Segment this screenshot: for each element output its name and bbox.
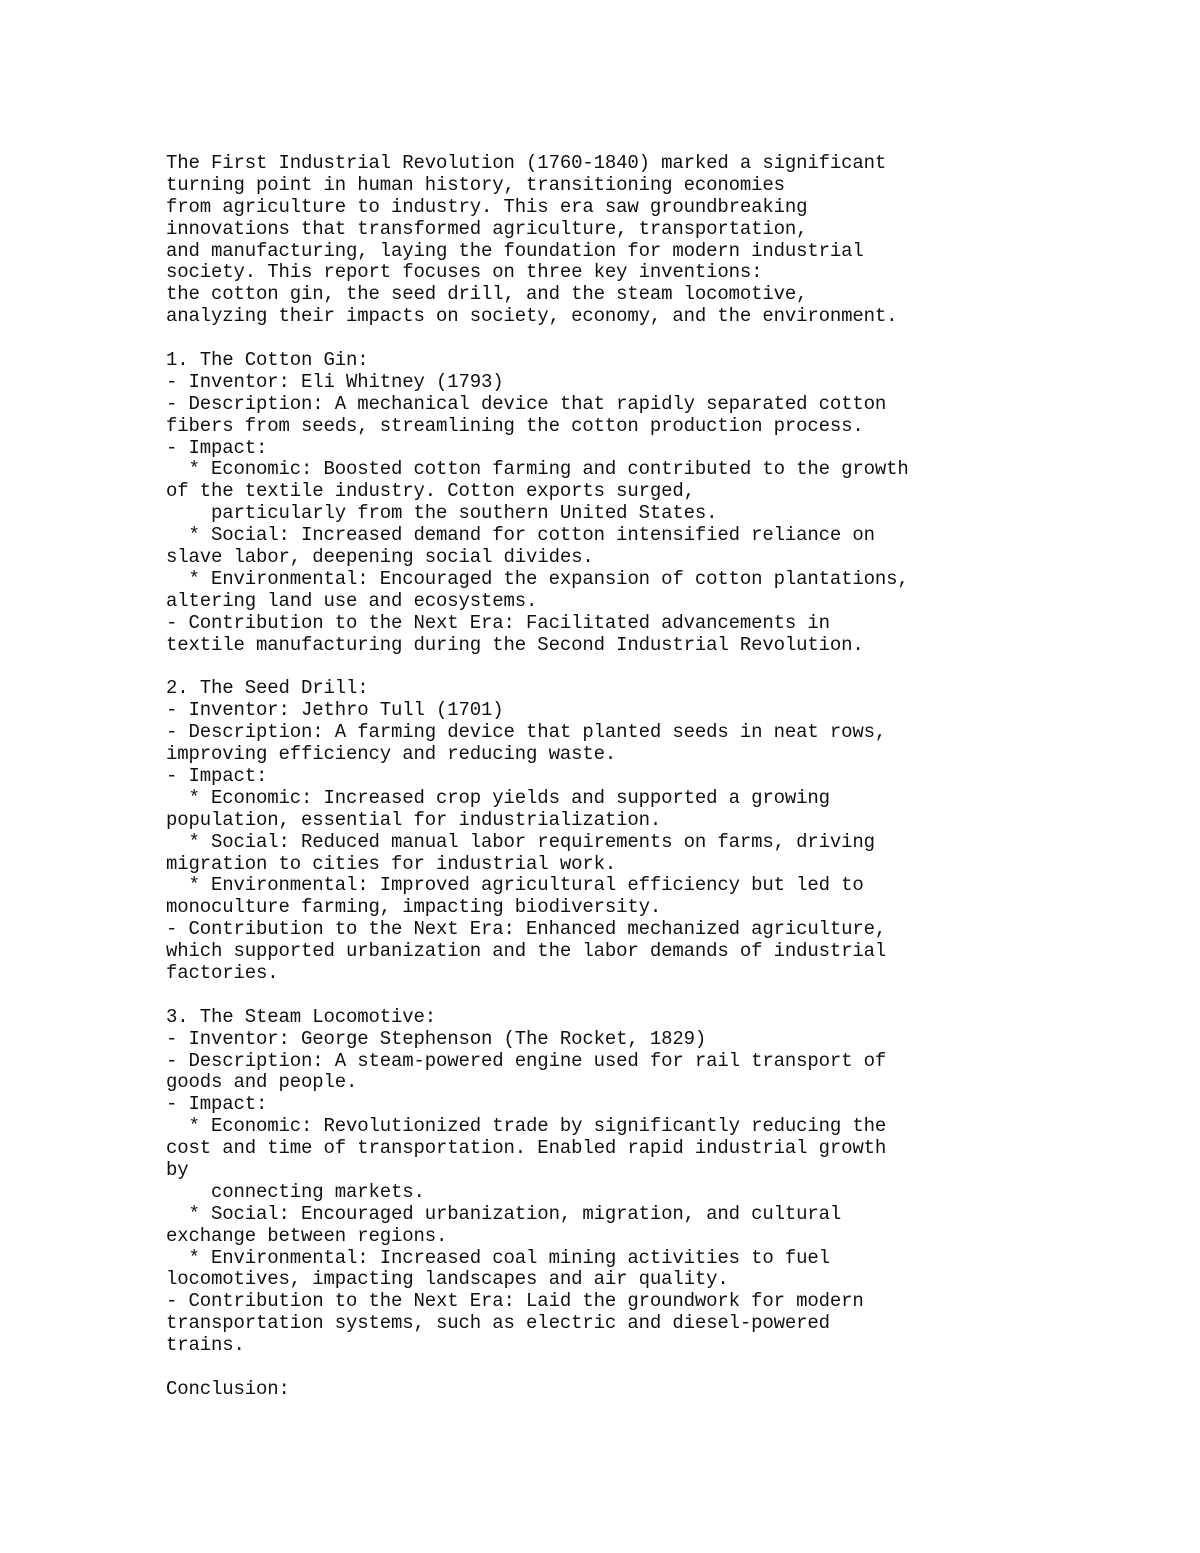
- seed-drill-line: migration to cities for industrial work.: [166, 852, 617, 875]
- intro-line: turning point in human history, transitioning economies: [166, 173, 785, 196]
- blank-line: [166, 656, 1166, 678]
- steam-locomotive-line: connecting markets.: [166, 1180, 425, 1203]
- seed-drill-line: - Impact:: [166, 764, 268, 787]
- steam-locomotive-line: * Environmental: Increased coal mining activities to fuel: [166, 1246, 830, 1269]
- steam-locomotive-line: goods and people.: [166, 1071, 358, 1094]
- blank-line: [166, 328, 1166, 350]
- section-heading-steam-locomotive: 3. The Steam Locomotive:: [166, 1005, 437, 1028]
- seed-drill-line: * Environmental: Improved agricultural efficiency but led to: [166, 874, 864, 897]
- steam-locomotive-line: transportation systems, such as electric and diesel-powered: [166, 1312, 830, 1335]
- section-heading-seed-drill: 2. The Seed Drill:: [166, 677, 369, 700]
- cotton-gin-line: textile manufacturing during the Second Industrial Revolution.: [166, 633, 864, 656]
- seed-drill-line: factories.: [166, 961, 279, 984]
- seed-drill-line: * Social: Reduced manual labor requirements on farms, driving: [166, 830, 875, 853]
- seed-drill-line: - Contribution to the Next Era: Enhanced mechanized agriculture,: [166, 918, 887, 941]
- steam-locomotive-line: exchange between regions.: [166, 1224, 448, 1247]
- cotton-gin-line: of the textile industry. Cotton exports surged,: [166, 480, 695, 503]
- cotton-gin-line: slave labor, deepening social divides.: [166, 546, 594, 569]
- cotton-gin-line: - Contribution to the Next Era: Facilitated advancements in: [166, 611, 830, 634]
- cotton-gin-line: particularly from the southern United States.: [166, 502, 718, 525]
- steam-locomotive-line: locomotives, impacting landscapes and air quality.: [166, 1268, 729, 1291]
- steam-locomotive-line: by: [166, 1158, 189, 1181]
- intro-line: society. This report focuses on three key inventions:: [166, 261, 763, 284]
- steam-locomotive-line: cost and time of transportation. Enabled rapid industrial growth: [166, 1137, 887, 1160]
- seed-drill-line: monoculture farming, impacting biodiversity.: [166, 896, 662, 919]
- intro-line: The First Industrial Revolution (1760-1840) marked a significant: [166, 152, 887, 174]
- blank-line: [166, 985, 1166, 1007]
- intro-line: the cotton gin, the seed drill, and the steam locomotive,: [166, 283, 808, 306]
- cotton-gin-line: - Description: A mechanical device that rapidly separated cotton: [166, 392, 887, 415]
- cotton-gin-line: * Social: Increased demand for cotton intensified reliance on: [166, 524, 875, 547]
- cotton-gin-line: - Impact:: [166, 436, 268, 459]
- conclusion-heading: Conclusion:: [166, 1377, 290, 1400]
- steam-locomotive-line: * Social: Encouraged urbanization, migration, and cultural: [166, 1202, 842, 1225]
- blank-line: [166, 1357, 1166, 1379]
- cotton-gin-line: fibers from seeds, streamlining the cotton production process.: [166, 414, 864, 437]
- seed-drill-line: * Economic: Increased crop yields and supported a growing: [166, 786, 830, 809]
- document-text: [166, 153, 1166, 1401]
- section-heading-cotton-gin: 1. The Cotton Gin:: [166, 349, 369, 372]
- cotton-gin-line: - Inventor: Eli Whitney (1793): [166, 370, 504, 393]
- steam-locomotive-line: * Economic: Revolutionized trade by significantly reducing the: [166, 1115, 887, 1138]
- intro-line: from agriculture to industry. This era saw groundbreaking: [166, 195, 808, 218]
- intro-line: analyzing their impacts on society, economy, and the environment.: [166, 305, 898, 328]
- seed-drill-line: population, essential for industrialization.: [166, 808, 662, 831]
- seed-drill-line: which supported urbanization and the labor demands of industrial: [166, 940, 887, 963]
- intro-line: innovations that transformed agriculture, transportation,: [166, 217, 808, 240]
- cotton-gin-line: * Environmental: Encouraged the expansion of cotton plantations,: [166, 567, 909, 590]
- seed-drill-line: - Description: A farming device that planted seeds in neat rows,: [166, 721, 887, 744]
- cotton-gin-line: * Economic: Boosted cotton farming and contributed to the growth: [166, 458, 909, 481]
- seed-drill-line: improving efficiency and reducing waste.: [166, 743, 617, 766]
- cotton-gin-line: altering land use and ecosystems.: [166, 589, 538, 612]
- steam-locomotive-line: trains.: [166, 1334, 245, 1357]
- steam-locomotive-line: - Inventor: George Stephenson (The Rocket, 1829): [166, 1027, 707, 1050]
- intro-line: and manufacturing, laying the foundation for modern industrial: [166, 239, 864, 262]
- seed-drill-line: - Inventor: Jethro Tull (1701): [166, 699, 504, 722]
- steam-locomotive-line: - Impact:: [166, 1093, 268, 1116]
- steam-locomotive-line: - Description: A steam-powered engine used for rail transport of: [166, 1049, 887, 1072]
- steam-locomotive-line: - Contribution to the Next Era: Laid the groundwork for modern: [166, 1290, 864, 1313]
